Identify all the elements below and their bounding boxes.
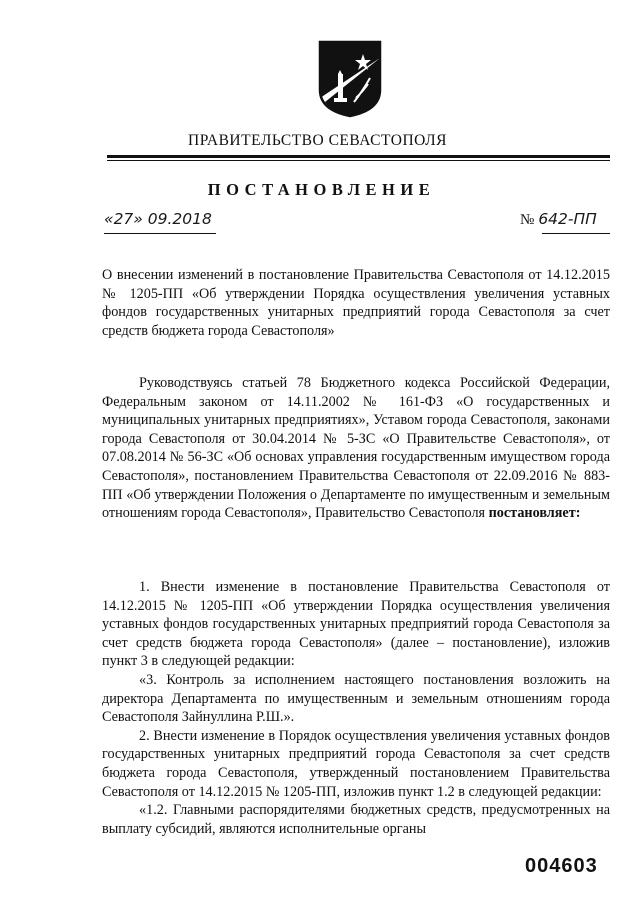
date-underline — [104, 233, 216, 234]
subject-text: О внесении изменений в постановление Правительства Севастополя от 14.12.2015 № 1205-ПП «Об утверждении Порядка осуществления увеличения уставных фондов государственных унитарных предприятий города Севастополя за счет средств бюджета города Севастополя» — [102, 267, 610, 339]
serial-number: 004603 — [525, 855, 598, 877]
resolves-word: постановляет: — [488, 505, 581, 522]
number-underline — [542, 233, 610, 234]
preamble-body: Руководствуясь статьей 78 Бюджетного кодекса Российской Федерации, Федеральным законом от 14.11.2002 № 161-ФЗ «О государственных и муниципальных унитарных предприятиях», Уставом города Севастополя, законами города Севастополя от 30.04.2014 № 5-ЗС «О Правительстве Севастополя», от 07.08.2014 № 56-ЗС «Об основах управления государственным имуществом города Севастополя», постановлением Правительства Севастополя от 22.09.2016 № 883-ПП «Об утверждении Положения о Департаменте по имущественным и земельным отношениям города Севастополя», Правительство Севастополя — [102, 375, 610, 522]
preamble-text — [102, 374, 610, 523]
preamble-block — [102, 374, 610, 523]
paragraph-1-quote: «3. Контроль за исполнением настоящего постановления возложить на директора Департамента по имущественным и земельным отношениям города Севастополя Зайнуллина Р.Ш.». — [102, 671, 610, 726]
header-rule-thin — [107, 160, 610, 161]
document-number — [520, 210, 612, 236]
date-handwritten: «27» 09.2018 — [104, 210, 212, 228]
government-title: ПРАВИТЕЛЬСТВО СЕВАСТОПОЛЯ — [188, 132, 447, 149]
number-sign: № — [520, 212, 535, 228]
body-block — [102, 578, 610, 838]
coat-of-arms-icon — [318, 40, 382, 118]
subject-block — [102, 266, 610, 340]
paragraph-1: 1. Внести изменение в постановление Правительства Севастополя от 14.12.2015 № 1205-ПП «Об утверждении Порядка осуществления увеличения уставных фондов государственных унитарных предприятий города Севастополя за счет средств бюджета города Севастополя» (далее – постановление), изложив пункт 3 в следующей редакции: — [102, 579, 610, 670]
number-handwritten: 642-ПП — [538, 210, 597, 228]
document-date — [104, 210, 216, 236]
header-rule-thick — [107, 155, 610, 158]
paragraph-2-quote: «1.2. Главными распорядителями бюджетных средств, предусмотренных на выплату субсидий, являются исполнительные органы — [102, 802, 610, 837]
paragraph-2: 2. Внести изменение в Порядок осуществления увеличения уставных фондов государственных унитарных предприятий города Севастополя за счет средств бюджета города Севастополя, утвержденный постановлением Правительства Севастополя от 14.12.2015 № 1205-ПП, изложив пункт 1.2 в следующей редакции: — [102, 727, 610, 800]
document-type-heading: ПОСТАНОВЛЕНИЕ — [207, 180, 436, 199]
